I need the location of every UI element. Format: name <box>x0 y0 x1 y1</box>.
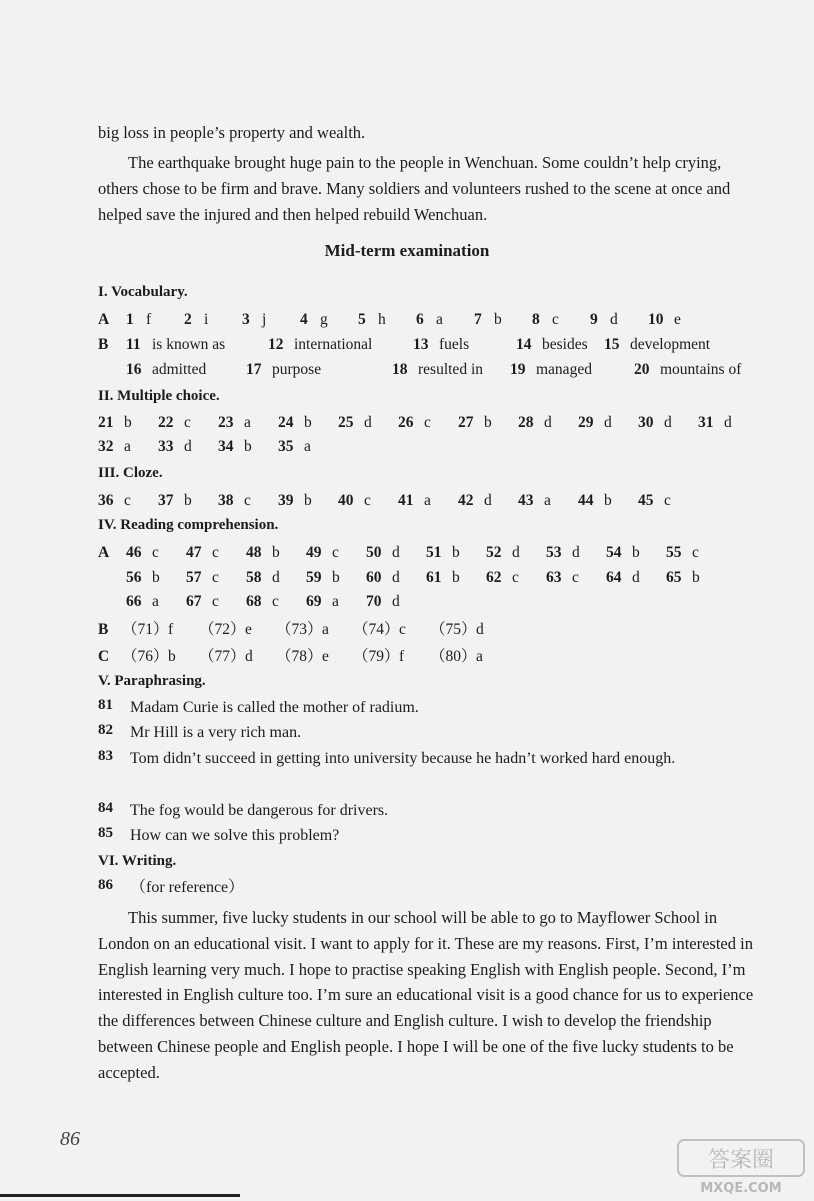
answer-value: a <box>332 593 339 610</box>
question-number: 23 <box>218 414 234 431</box>
part-label: C <box>98 648 110 665</box>
question-number: 34 <box>218 438 234 455</box>
answer-value: h <box>378 311 386 328</box>
answer-value: e <box>322 648 329 665</box>
question-number: 42 <box>458 492 474 509</box>
answer-value: c <box>552 311 559 328</box>
section-writing: VI. Writing. <box>98 853 177 869</box>
question-number: 16 <box>126 361 142 378</box>
intro-paragraph-1: big loss in people’s property and wealth. <box>98 123 366 142</box>
answer-value: a <box>152 593 159 610</box>
answer-value: c <box>212 569 219 586</box>
answer-value: d <box>544 414 552 431</box>
answer-value: b <box>304 492 312 509</box>
answer-value: b <box>124 414 132 431</box>
answer-value: a <box>244 414 251 431</box>
question-number: 14 <box>516 336 532 353</box>
question-number: 44 <box>578 492 594 509</box>
section-cloze: III. Cloze. <box>98 465 163 481</box>
question-number: 68 <box>246 593 262 610</box>
question-number: （75） <box>430 621 477 638</box>
answer-value: c <box>332 544 339 561</box>
question-number: 24 <box>278 414 294 431</box>
question-number: 40 <box>338 492 354 509</box>
answer-value: a <box>436 311 443 328</box>
question-number: 22 <box>158 414 174 431</box>
question-number: 56 <box>126 569 142 586</box>
answer-value: d <box>184 438 192 455</box>
question-number: 5 <box>358 311 366 328</box>
question-number: 51 <box>426 544 442 561</box>
answer-value: b <box>484 414 492 431</box>
writing-note: （for reference） <box>130 879 245 896</box>
question-number: 10 <box>648 311 664 328</box>
answer-value: c <box>124 492 131 509</box>
answer-value: c <box>424 414 431 431</box>
question-number: 9 <box>590 311 598 328</box>
question-number: 38 <box>218 492 234 509</box>
question-number: （79） <box>353 648 400 665</box>
question-number: 52 <box>486 544 502 561</box>
question-number: 2 <box>184 311 192 328</box>
question-number: 19 <box>510 361 526 378</box>
answer-value: b <box>494 311 502 328</box>
question-number: 66 <box>126 593 142 610</box>
answer-value: a <box>424 492 431 509</box>
answer-value: i <box>204 311 209 328</box>
answer-value: g <box>320 311 328 328</box>
answer-value: c <box>692 544 699 561</box>
answer-value: d <box>245 648 253 665</box>
page-number: 86 <box>60 1128 80 1150</box>
question-number: （73） <box>276 621 323 638</box>
answer-value: d <box>364 414 372 431</box>
answer-value: b <box>184 492 192 509</box>
paraphrase-number: 83 <box>98 748 113 764</box>
question-number: （72） <box>199 621 246 638</box>
answer-value: a <box>304 438 311 455</box>
intro-paragraph-2: The earthquake brought huge pain to the people in Wenchuan. Some couldn’t help crying, others chose to be firm and brave. Many soldiers and volunteers rushed to the scene at once and helped save the injured and then helped rebuild Wenchuan. <box>98 153 731 224</box>
answer-value: d <box>476 621 484 638</box>
question-number: 54 <box>606 544 622 561</box>
answer-value: j <box>262 311 267 328</box>
question-number: 36 <box>98 492 114 509</box>
question-number: 17 <box>246 361 262 378</box>
question-number: （74） <box>353 621 400 638</box>
answer-value: d <box>572 544 580 561</box>
question-number: 63 <box>546 569 562 586</box>
paraphrase-answer: Mr Hill is a very rich man. <box>130 724 302 741</box>
question-number: 48 <box>246 544 262 561</box>
question-number: 45 <box>638 492 654 509</box>
part-label: A <box>98 311 110 328</box>
question-number: 41 <box>398 492 414 509</box>
part-label: B <box>98 336 109 353</box>
answer-value: purpose <box>272 361 322 378</box>
answer-value: d <box>604 414 612 431</box>
answer-value: a <box>322 621 329 638</box>
question-number: （77） <box>199 648 246 665</box>
question-number: 60 <box>366 569 382 586</box>
answer-value: c <box>152 544 159 561</box>
paraphrase-number: 84 <box>98 800 113 816</box>
answer-value: d <box>392 569 400 586</box>
question-number: 21 <box>98 414 114 431</box>
answer-value: b <box>304 414 312 431</box>
answer-value: f <box>168 621 174 638</box>
question-number: 35 <box>278 438 294 455</box>
answer-value: d <box>512 544 520 561</box>
question-number: 39 <box>278 492 294 509</box>
question-number: 29 <box>578 414 594 431</box>
answer-value: international <box>294 336 373 353</box>
answer-value: b <box>272 544 280 561</box>
question-number: 61 <box>426 569 442 586</box>
question-number: 8 <box>532 311 540 328</box>
answer-value: c <box>664 492 671 509</box>
watermark-logo <box>676 1138 806 1196</box>
answer-value: a <box>124 438 131 455</box>
answer-value: b <box>244 438 252 455</box>
answer-value: d <box>392 593 400 610</box>
answer-value: admitted <box>152 361 207 378</box>
answer-value: b <box>604 492 612 509</box>
watermark-top-text: 答案圈 <box>707 1148 775 1173</box>
question-number: 65 <box>666 569 682 586</box>
question-number: 59 <box>306 569 322 586</box>
answer-value: d <box>610 311 618 328</box>
answer-value: d <box>664 414 672 431</box>
answer-value: b <box>168 648 176 665</box>
question-number: 12 <box>268 336 284 353</box>
section-paraphrasing: V. Paraphrasing. <box>98 673 206 689</box>
answer-value: resulted in <box>418 361 483 378</box>
question-number: 58 <box>246 569 262 586</box>
question-number: （76） <box>122 648 169 665</box>
answer-value: c <box>364 492 371 509</box>
question-number: 28 <box>518 414 534 431</box>
question-number: 67 <box>186 593 202 610</box>
question-number: （80） <box>430 648 477 665</box>
answer-value: e <box>674 311 681 328</box>
question-number: 62 <box>486 569 502 586</box>
paraphrase-number: 85 <box>98 825 113 841</box>
question-number: 15 <box>604 336 620 353</box>
question-number: 27 <box>458 414 474 431</box>
question-number: 49 <box>306 544 322 561</box>
question-number: 7 <box>474 311 482 328</box>
answer-value: d <box>484 492 492 509</box>
answer-value: b <box>632 544 640 561</box>
answer-value: fuels <box>439 336 470 353</box>
answer-value: d <box>272 569 280 586</box>
answer-value: managed <box>536 361 592 378</box>
question-number: 6 <box>416 311 424 328</box>
answer-value: c <box>212 593 219 610</box>
answer-value: c <box>572 569 579 586</box>
question-number: （78） <box>276 648 323 665</box>
question-number: 13 <box>413 336 429 353</box>
question-number: 30 <box>638 414 654 431</box>
answer-value: b <box>692 569 700 586</box>
question-number: 47 <box>186 544 202 561</box>
answer-value: d <box>632 569 640 586</box>
question-number: 33 <box>158 438 174 455</box>
writing-essay: This summer, five lucky students in our school will be able to go to Mayflower School in London on an educational visit. I want to apply for it. These are my reasons. First, I’m interested in English learning very much. I hope to practise speaking English with English people. Second, I’m interested in English culture too. I’m sure an educational visit is a good chance for us to experience the differences between Chinese culture and English culture. I wish to develop the friendship between Chinese people and English people. I hope I will be one of the five lucky students to be accepted. <box>98 908 754 1082</box>
answer-value: c <box>399 621 406 638</box>
question-number: 43 <box>518 492 534 509</box>
answer-value: c <box>272 593 279 610</box>
question-number: 11 <box>126 336 141 353</box>
question-number: 32 <box>98 438 114 455</box>
answer-value: e <box>245 621 252 638</box>
answer-value: besides <box>542 336 588 353</box>
question-number: 18 <box>392 361 408 378</box>
answer-value: d <box>724 414 732 431</box>
watermark-bottom-text: MXQE.COM <box>700 1181 782 1196</box>
answer-value: c <box>512 569 519 586</box>
paraphrase-answer: Tom didn’t succeed in getting into university because he hadn’t worked hard enough. <box>130 750 676 767</box>
paraphrase-number: 81 <box>98 697 113 713</box>
section-vocabulary: I. Vocabulary. <box>98 284 188 300</box>
section-reading: IV. Reading comprehension. <box>98 517 279 533</box>
answer-value: f <box>399 648 405 665</box>
paraphrase-number: 82 <box>98 722 113 738</box>
writing-number: 86 <box>98 877 113 893</box>
question-number: 20 <box>634 361 650 378</box>
question-number: 46 <box>126 544 142 561</box>
answer-value: is known as <box>152 336 226 353</box>
question-number: 31 <box>698 414 714 431</box>
answer-value: c <box>212 544 219 561</box>
question-number: 55 <box>666 544 682 561</box>
answer-value: b <box>452 544 460 561</box>
question-number: 1 <box>126 311 134 328</box>
question-number: 26 <box>398 414 414 431</box>
question-number: （71） <box>122 621 169 638</box>
bottom-rule <box>0 1194 240 1197</box>
question-number: 69 <box>306 593 322 610</box>
question-number: 57 <box>186 569 202 586</box>
answer-value: a <box>476 648 483 665</box>
question-number: 4 <box>300 311 308 328</box>
question-number: 64 <box>606 569 622 586</box>
question-number: 3 <box>242 311 250 328</box>
section-multiple-choice: II. Multiple choice. <box>98 388 220 404</box>
question-number: 37 <box>158 492 174 509</box>
question-number: 70 <box>366 593 382 610</box>
answer-value: mountains of <box>660 361 742 378</box>
answer-value: d <box>392 544 400 561</box>
question-number: 50 <box>366 544 382 561</box>
answer-value: f <box>146 311 152 328</box>
answer-value: c <box>184 414 191 431</box>
paraphrase-answer: Madam Curie is called the mother of radium. <box>130 699 419 716</box>
answer-value: c <box>244 492 251 509</box>
exam-title: Mid-term examination <box>324 241 490 260</box>
paraphrase-answer: The fog would be dangerous for drivers. <box>130 802 389 819</box>
question-number: 53 <box>546 544 562 561</box>
part-label: A <box>98 544 110 561</box>
question-number: 25 <box>338 414 354 431</box>
answer-value: a <box>544 492 551 509</box>
answer-value: b <box>332 569 340 586</box>
answer-value: development <box>630 336 711 353</box>
answer-value: b <box>452 569 460 586</box>
answer-value: b <box>152 569 160 586</box>
paraphrase-answer: How can we solve this problem? <box>130 827 340 844</box>
part-label: B <box>98 621 109 638</box>
